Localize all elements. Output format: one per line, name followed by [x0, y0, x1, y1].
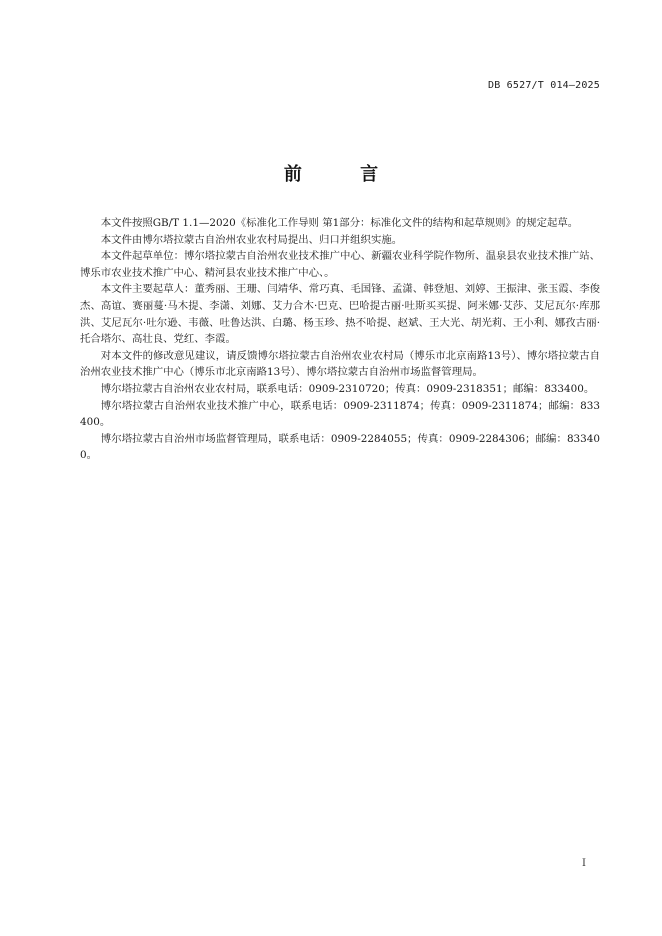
foreword-body — [80, 215, 600, 464]
paragraph-proposer: 本文件由博尔塔拉蒙古自治州农业农村局提出、归口并组织实施。 — [100, 233, 403, 246]
page-title: 前 言 — [283, 164, 405, 185]
page-number: I — [582, 858, 586, 869]
paragraph-contact-market-bureau: 博尔塔拉蒙古自治州市场监督管理局，联系电话：0909-2284055；传真：0909-2284306；邮编：833400。 — [80, 432, 600, 462]
paragraph-contact-agriculture-bureau: 博尔塔拉蒙古自治州农业农村局，联系电话：0909-2310720；传真：0909-2318351；邮编：833400。 — [100, 382, 595, 395]
paragraph-contact-extension-center: 博尔塔拉蒙古自治州农业技术推广中心，联系电话：0909-2311874；传真：0909-2311874；邮编：833400。 — [80, 399, 600, 429]
paragraph-drafting-rules: 本文件按照GB/T 1.1—2020《标准化工作导则 第1部分：标准化文件的结构和起草规则》的规定起草。 — [100, 217, 579, 229]
paragraph-drafting-units: 本文件起草单位：博尔塔拉蒙古自治州农业技术推广中心、新疆农业科学院作物所、温泉县农业技术推广站、博乐市农业技术推广中心、精河县农业技术推广中心、。 — [80, 250, 600, 279]
paragraph-feedback: 对本文件的修改意见建议，请反馈博尔塔拉蒙古自治州农业农村局（博乐市北京南路13号）、博尔塔拉蒙古自治州农业技术推广中心（博乐市北京南路13号）、博尔塔拉蒙古自治州市场监督管理局。 — [80, 349, 600, 379]
paragraph-drafters: 本文件主要起草人：董秀丽、王珊、闫靖华、常巧真、毛国锋、孟潇、韩登旭、刘婷、王振津、张玉霞、李俊杰、高谊、赛丽蔓·马木提、李潇、刘娜、艾力合木·巴克、巴哈提古丽·吐斯买买提、阿米娜·艾莎、艾尼瓦尔·库那洪、艾尼瓦尔·吐尔逊、韦薇、吐鲁达洪、白璐、杨玉珍、热不哈提、赵斌、王大光、胡光莉、王小利、娜孜古丽·托合塔尔、高壮良、党红、李霞。 — [80, 283, 600, 346]
document-number: DB 6527/T 014—2025 — [488, 80, 600, 91]
